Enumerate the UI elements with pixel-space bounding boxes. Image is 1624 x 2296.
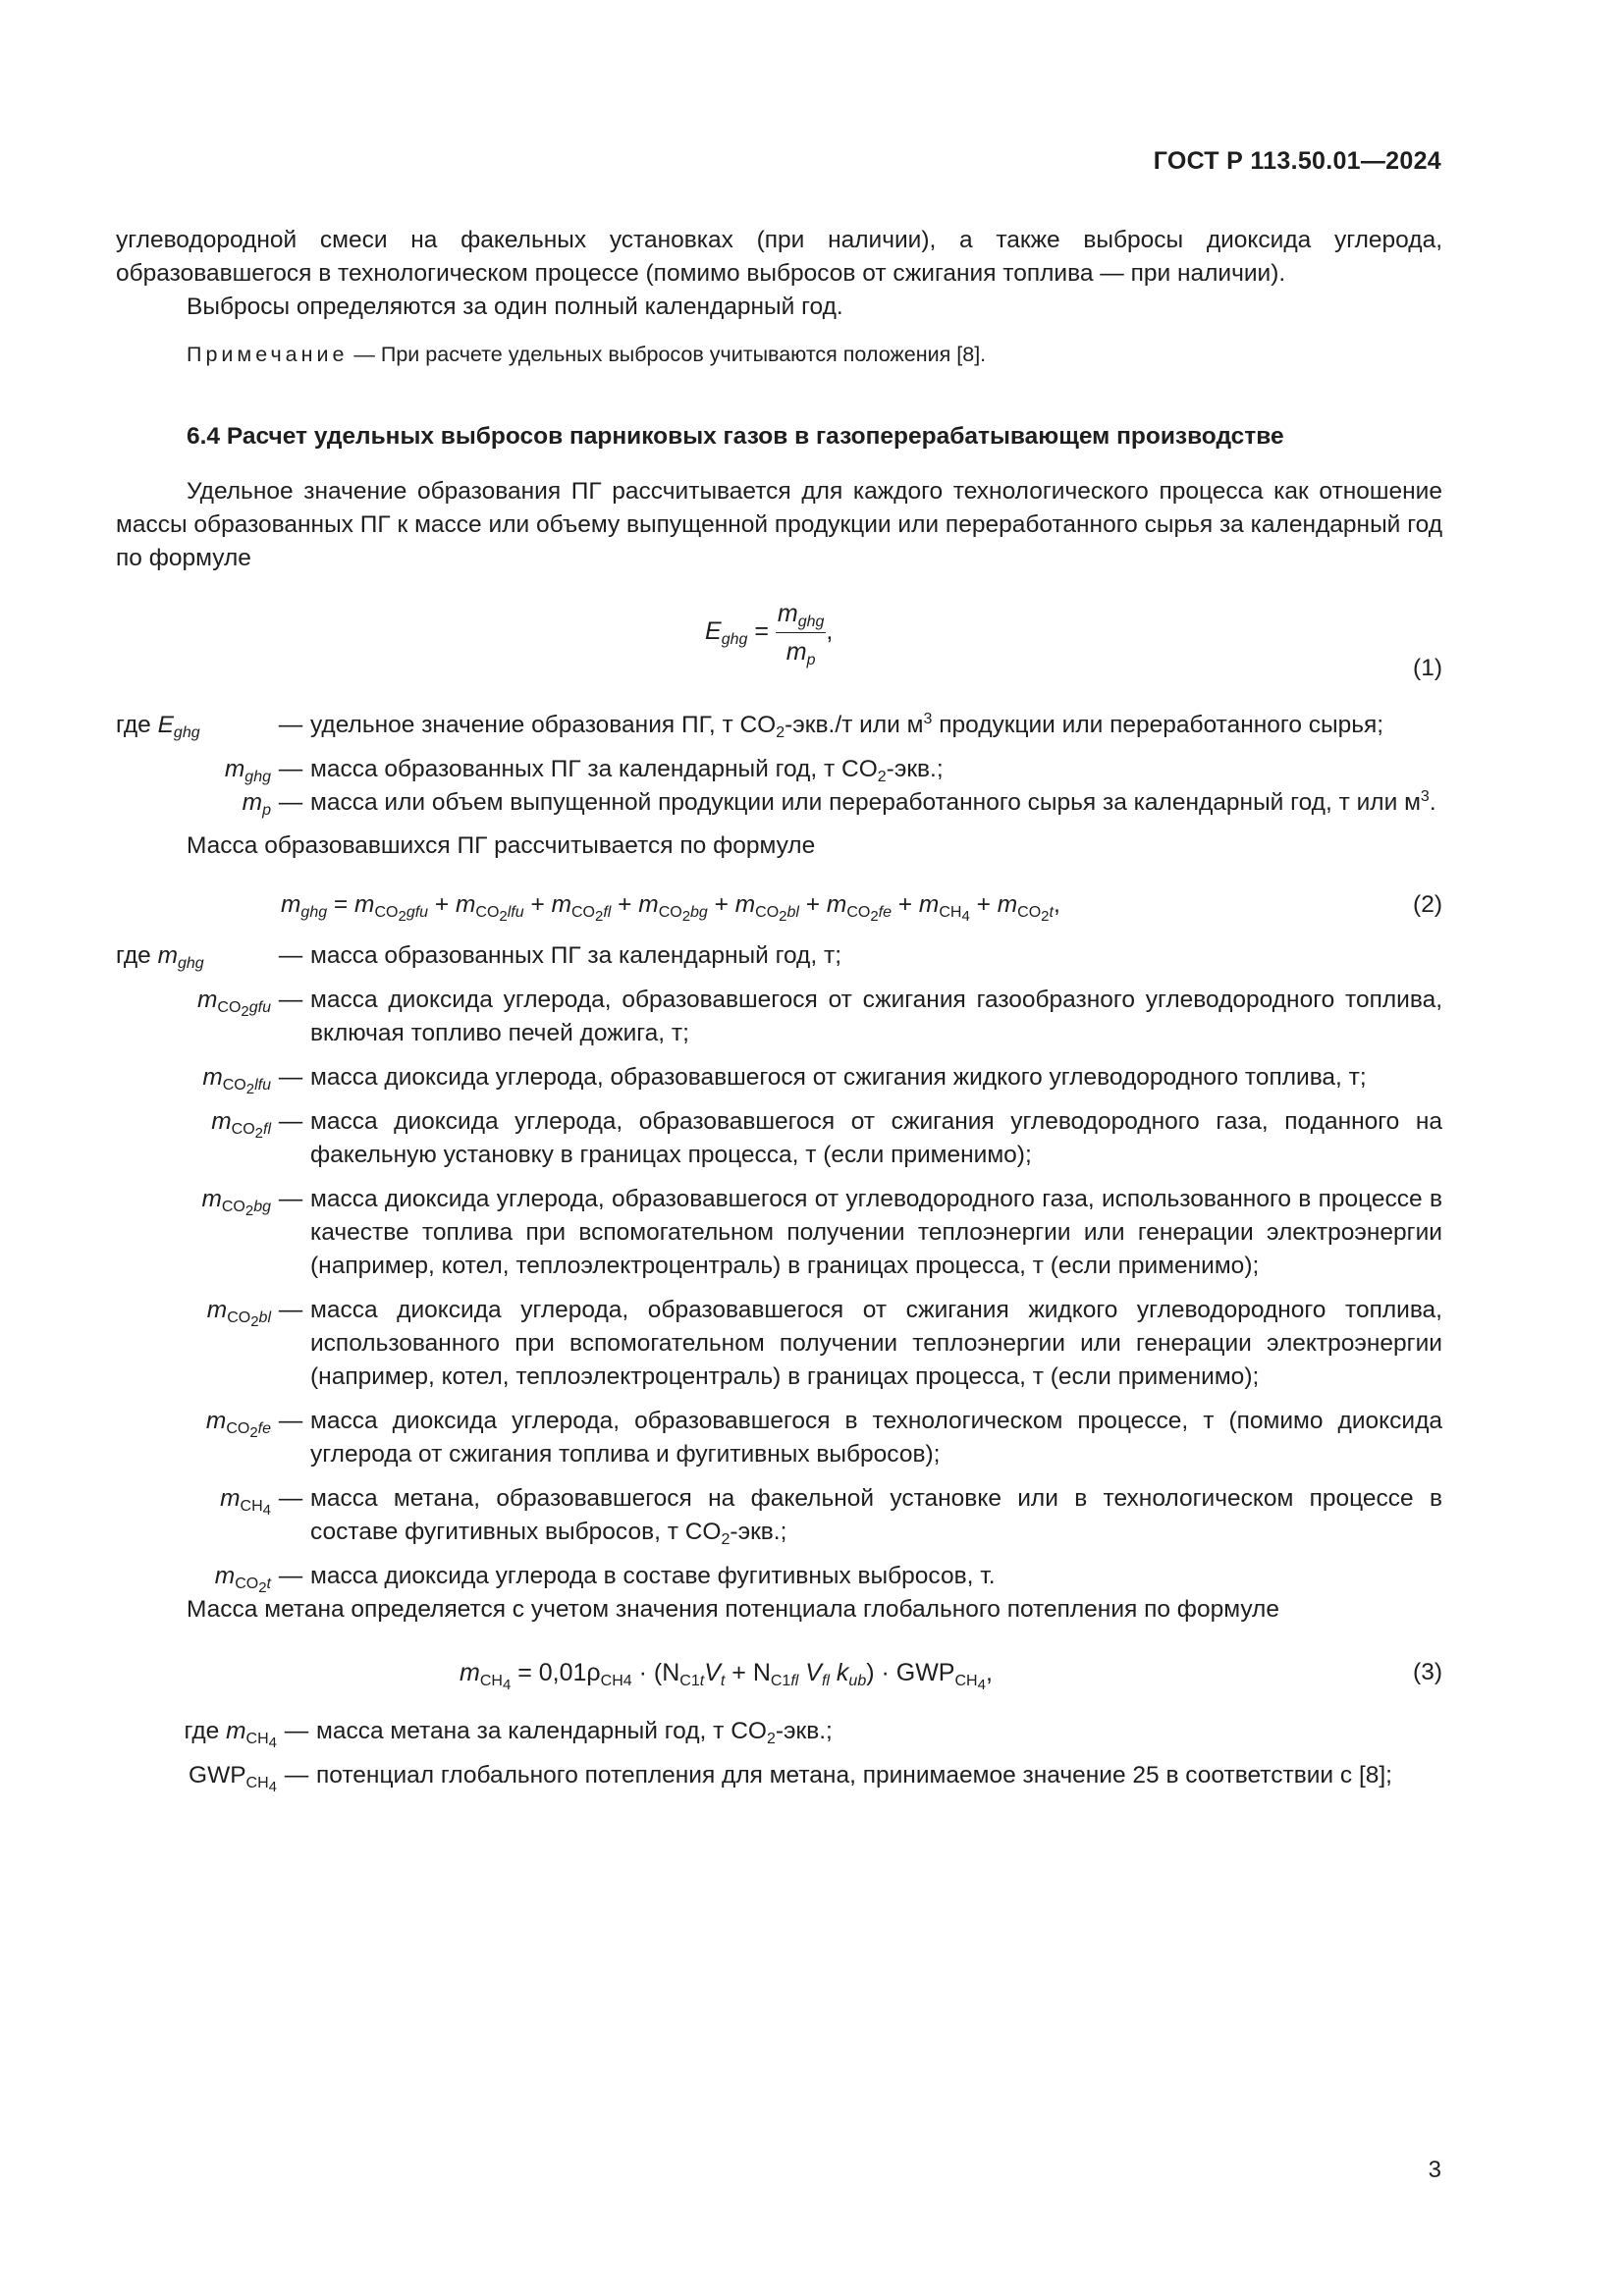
definition-text: удельное значение образования ПГ, т $CO_2-экв./т$ или $м^3$ продукции или переработанного сырья; [310, 711, 1384, 741]
page-number: 3 [1428, 2157, 1441, 2183]
definition-row: где $m_{CH_4}$ — масса метана за календарный год, т $CO_2$-экв.; [116, 1715, 1442, 1748]
definition-text: масса метана, образовавшегося на факельной установке или в технологическом процессе в составе фугитивных выбросов, т $CO_2$-экв.; [310, 1485, 1442, 1548]
definition-symbol: $m_{ghg}$ [224, 756, 271, 785]
definition-row: $m_{CO_2fe}$ — масса диоксида углерода, образовавшегося в технологическом процессе, т (помимо диоксида углерода от сжигания топлива и фугитивных выбросов); [116, 1394, 1442, 1471]
definition-symbol: $m_{CO_2lfu}$ [202, 1064, 271, 1097]
formula-2-body: $m_{ghg} = m_{CO_2gfu} + m_{CO_2lfu} + m_{CO_2fl} + m_{CO_2bg} + m_{CO_2bl} + m_{CO_2fe} + m_{CH_4} + m_{CO_2t}$, [281, 891, 1060, 925]
definition-text: масса диоксида углерода, образовавшегося от сжигания газообразного углеводородного топлива, включая топливо печей дожига, т; [310, 987, 1442, 1046]
definition-symbol: $m_{CH_4}$ [220, 1485, 271, 1519]
definition-row: $m_{CO_2bl}$ — масса диоксида углерода, образовавшегося от сжигания жидкого углеводородного топлива, использованного при вспомогательном получении теплоэнергии или генерации электроэнергии (например, котел, теплоэлектроцентраль) в границах процесса, т (если применимо); [116, 1283, 1442, 1394]
definition-symbol: $m_{CO_2gfu}$ [196, 987, 271, 1020]
definition-text: масса диоксида углерода, образовавшегося от сжигания жидкого углеводородного топлива, т; [310, 1064, 1367, 1091]
definition-text: масса или объем выпущенной продукции или переработанного сырья за календарный год, т или $м^3$. [310, 788, 1436, 816]
definition-row: $GWP_{CH_4}$ — потенциал глобального потепления для метана, принимаемое значение 25 в соответствии с [8]; [116, 1748, 1442, 1792]
definition-symbol: $GWP_{CH_4}$ [189, 1762, 277, 1795]
definitions-formula-2 [116, 939, 1442, 1596]
formula-1-body: $E_{ghg}$ = $\frac{m_{ghg}}{m_p}$ , [705, 600, 834, 668]
definition-symbol: $m_{CO_2fl}$ [211, 1108, 271, 1142]
formula-3 [116, 1656, 1442, 1715]
definition-text: масса образованных ПГ за календарный год, т $CO_2$-экв.; [310, 756, 944, 785]
note [116, 338, 1442, 371]
definitions-formula-3 [116, 1715, 1442, 1795]
note-label: Примечание [187, 343, 349, 366]
definition-text: масса диоксида углерода, образовавшегося от углеводородного газа, использованного в процессе в качестве топлива при вспомогательном получении теплоэнергии или генерации электроэнергии (например, котел, теплоэлектроцентраль) в границах процесса, т (если применимо); [310, 1186, 1442, 1279]
formula-2 [116, 884, 1442, 939]
definition-row: $m_{CH_4}$ — масса метана, образовавшегося на факельной установке или в технологическом процессе в составе фугитивных выбросов, т $CO_2$-экв.; [116, 1471, 1442, 1549]
definition-text: масса диоксида углерода, образовавшегося в технологическом процессе, т (помимо диоксида углерода от сжигания топлива и фугитивных выбросов); [310, 1408, 1442, 1468]
definition-text: потенциал глобального потепления для метана, принимаемое значение 25 в соответствии с [8]; [316, 1762, 1392, 1789]
definition-symbol: $m_{CO_2fe}$ [205, 1408, 271, 1441]
formula-3-body: $m_{CH_4} = 0,01\rho_{CH4} \cdot (N_{C1t}V_t + N_{C1fl}$ $V_{fl}$ $k_{ub}) \cdot GWP_{CH_4}$, [460, 1659, 993, 1693]
definition-text: масса диоксида углерода, образовавшегося от сжигания жидкого углеводородного топлива, использованного при вспомогательном получении теплоэнергии или генерации электроэнергии (например, котел, теплоэлектроцентраль) в границах процесса, т (если применимо); [310, 1297, 1442, 1390]
definition-row: $m_{CO_2gfu}$ — масса диоксида углерода, образовавшегося от сжигания газообразного углеводородного топлива, включая топливо печей дожига, т; [116, 973, 1442, 1050]
formula-1-number: (1) [1413, 655, 1442, 681]
definition-text: масса образованных ПГ за календарный год, т; [310, 942, 841, 969]
note-text: — При расчете удельных выбросов учитываются положения [8]. [348, 343, 987, 366]
definition-row: где $m_{ghg}$ — масса образованных ПГ за календарный год, т; [116, 939, 1442, 973]
section-heading: 6.4 Расчет удельных выбросов парниковых газов в газоперерабатывающем производстве [187, 423, 1284, 450]
definition-symbol: где $m_{CH_4}$ [184, 1718, 277, 1751]
definition-text: масса метана за календарный год, т $CO_2$-экв.; [316, 1718, 833, 1747]
intro-period: Выбросы определяются за один полный календарный год. [187, 294, 843, 320]
definitions-formula-1 [116, 709, 1442, 820]
paragraph-specific-emission: Удельное значение образования ПГ рассчитывается для каждого технологического процесса как отношение массы образованных ПГ к массе или объему выпущенной продукции или переработанного сырья за календарный год по формуле [116, 478, 1442, 571]
definition-text: масса диоксида углерода в составе фугитивных выбросов, т. [310, 1563, 996, 1589]
intro-continuation: углеводородной смеси на факельных установках (при наличии), а также выбросы диоксида углерода, образовавшегося в технологическом процессе (помимо выбросов от сжигания топлива — при наличии). [116, 227, 1442, 287]
definition-symbol: $m_{CO_2t}$ [214, 1563, 271, 1596]
definition-symbol: $m_{CO_2bl}$ [206, 1297, 271, 1330]
formula-2-number: (2) [1413, 891, 1442, 918]
formula-1 [116, 593, 1442, 701]
document-id: ГОСТ Р 113.50.01—2024 [1153, 147, 1441, 175]
formula-3-number: (3) [1413, 1659, 1442, 1685]
paragraph-mass-ghg: Масса образовавшихся ПГ рассчитывается по формуле [187, 832, 816, 859]
paragraph-methane-mass: Масса метана определяется с учетом значения потенциала глобального потепления по формуле [187, 1596, 1279, 1623]
definition-row: $m_p$ — масса или объем выпущенной продукции или переработанного сырья за календарный год, т или $м^3$. [116, 786, 1442, 820]
page-content [116, 224, 1442, 1795]
definition-row: $m_{CO_2fl}$ — масса диоксида углерода, образовавшегося от сжигания углеводородного газа, поданного на факельную установку в границах процесса, т (если применимо); [116, 1095, 1442, 1172]
definition-row: где $E_{ghg}$ — удельное значение образования ПГ, т $CO_2-экв./т$ или $м^3$ продукции или переработанного сырья; [116, 709, 1442, 742]
definition-text: масса диоксида углерода, образовавшегося от сжигания углеводородного газа, поданного на факельную установку в границах процесса, т (если применимо); [310, 1108, 1442, 1168]
definition-symbol: где $E_{ghg}$ [116, 712, 200, 741]
definition-row: $m_{ghg}$ — масса образованных ПГ за календарный год, т $CO_2$-экв.; [116, 742, 1442, 786]
definition-symbol: $m_p$ [242, 789, 271, 819]
definition-symbol: $m_{CO_2bg}$ [201, 1186, 271, 1219]
definition-row: $m_{CO_2bg}$ — масса диоксида углерода, образовавшегося от углеводородного газа, использованного в процессе в качестве топлива при вспомогательном получении теплоэнергии или генерации электроэнергии (например, котел, теплоэлектроцентраль) в границах процесса, т (если применимо); [116, 1172, 1442, 1283]
definition-row: $m_{CO_2lfu}$ — масса диоксида углерода, образовавшегося от сжигания жидкого углеводородного топлива, т; [116, 1050, 1442, 1095]
definition-symbol: где $m_{ghg}$ [116, 942, 204, 972]
definition-row: $m_{CO_2t}$ — масса диоксида углерода в составе фугитивных выбросов, т. [116, 1549, 1442, 1593]
